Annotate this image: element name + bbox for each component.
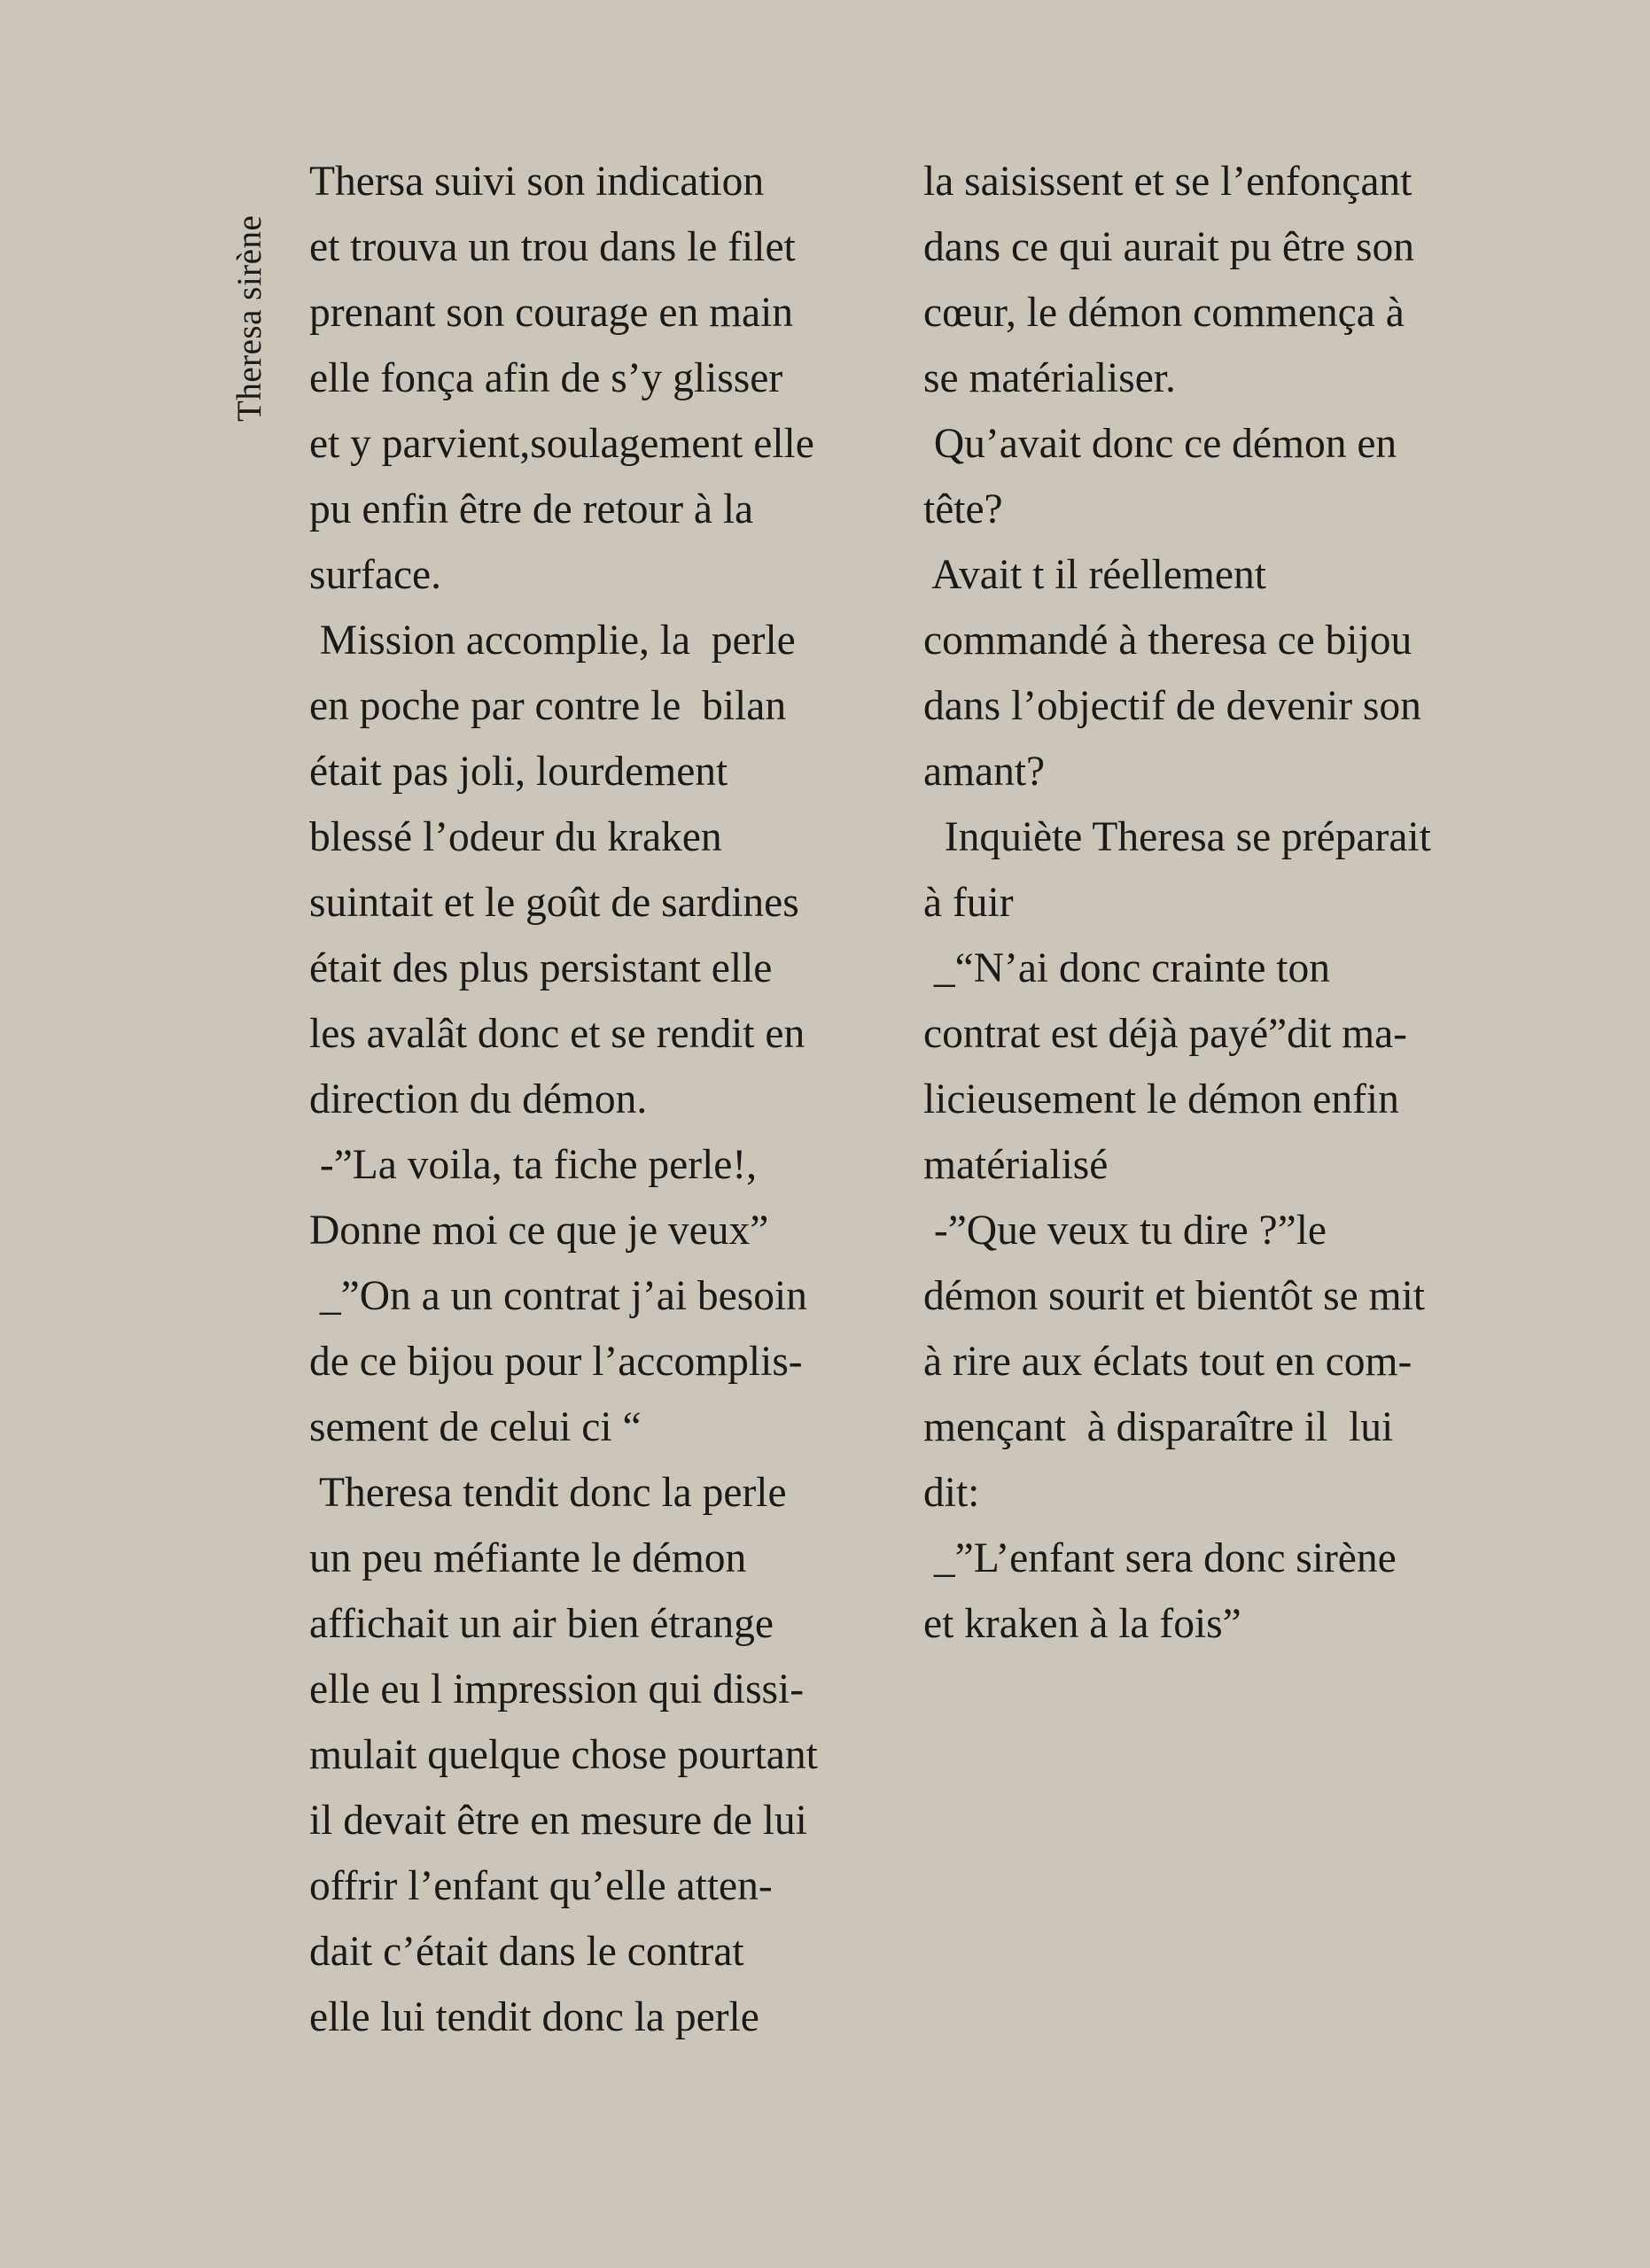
text-line: dit: xyxy=(923,1470,980,1516)
text-line: démon sourit et bientôt se mit xyxy=(923,1273,1425,1319)
text-line: la saisissent et se l’enfonçant xyxy=(923,159,1413,205)
text-line: commandé à theresa ce bijou xyxy=(923,617,1413,664)
text-line: contrat est déjà payé”dit ma- xyxy=(923,1011,1407,1057)
text-line: dans l’objectif de devenir son xyxy=(923,683,1421,729)
text-line: en poche par contre le bilan xyxy=(309,683,787,729)
text-line: _”L’enfant sera donc sirène xyxy=(923,1535,1397,1581)
text-line: et trouva un trou dans le filet xyxy=(309,224,796,270)
text-line: blessé l’odeur du kraken xyxy=(309,814,722,860)
text-line: et kraken à la fois” xyxy=(923,1601,1241,1647)
text-line: Inquiète Theresa se préparait xyxy=(923,814,1431,860)
text-line: _“N’ai donc crainte ton xyxy=(923,945,1330,991)
text-line: prenant son courage en main xyxy=(309,290,794,336)
text-line: et y parvient,soulagement elle xyxy=(309,421,814,467)
text-line: Mission accomplie, la perle xyxy=(309,617,796,664)
text-line: surface. xyxy=(309,552,441,598)
text-line: elle fonça afin de s’y glisser xyxy=(309,355,783,401)
text-line: direction du démon. xyxy=(309,1076,648,1122)
text-line: dait c’était dans le contrat xyxy=(309,1929,744,1975)
text-line: à fuir xyxy=(923,880,1014,926)
text-column-right xyxy=(923,149,1508,1657)
text-line: elle lui tendit donc la perle xyxy=(309,1994,759,2040)
text-line: affichait un air bien étrange xyxy=(309,1601,774,1647)
text-line: était pas joli, lourdement xyxy=(309,749,728,795)
text-line: était des plus persistant elle xyxy=(309,945,773,991)
text-line: Donne moi ce que je veux” xyxy=(309,1208,769,1254)
text-line: Theresa tendit donc la perle xyxy=(309,1470,787,1516)
text-line: mulait quelque chose pourtant xyxy=(309,1732,818,1778)
text-line: Thersa suivi son indication xyxy=(309,159,765,205)
text-line: matérialisé xyxy=(923,1142,1109,1188)
text-line: licieusement le démon enfin xyxy=(923,1076,1399,1122)
text-line: -”Que veux tu dire ?”le xyxy=(923,1208,1327,1254)
text-line: _”On a un contrat j’ai besoin xyxy=(309,1273,807,1319)
text-line: suintait et le goût de sardines xyxy=(309,880,799,926)
text-line: de ce bijou pour l’accomplis- xyxy=(309,1339,803,1385)
text-line: offrir l’enfant qu’elle atten- xyxy=(309,1863,773,1909)
text-line: cœur, le démon commença à xyxy=(923,290,1405,336)
text-line: à rire aux éclats tout en com- xyxy=(923,1339,1413,1385)
text-line: tête? xyxy=(923,486,1003,532)
text-line: Qu’avait donc ce démon en xyxy=(923,421,1397,467)
text-line: se matérialiser. xyxy=(923,355,1176,401)
text-line: elle eu l impression qui dissi- xyxy=(309,1666,805,1713)
text-line: pu enfin être de retour à la xyxy=(309,486,754,532)
text-line: Avait t il réellement xyxy=(923,552,1266,598)
text-line: amant? xyxy=(923,749,1046,795)
text-column-left xyxy=(309,149,894,2050)
text-line: les avalât donc et se rendit en xyxy=(309,1011,806,1057)
text-line: mençant à disparaître il lui xyxy=(923,1404,1394,1450)
text-line: il devait être en mesure de lui xyxy=(309,1798,807,1844)
text-line: un peu méfiante le démon xyxy=(309,1535,747,1581)
text-line: -”La voila, ta fiche perle!, xyxy=(309,1142,758,1188)
text-line: sement de celui ci “ xyxy=(309,1404,642,1450)
running-head: Theresa sirène xyxy=(230,214,269,422)
text-line: dans ce qui aurait pu être son xyxy=(923,224,1414,270)
